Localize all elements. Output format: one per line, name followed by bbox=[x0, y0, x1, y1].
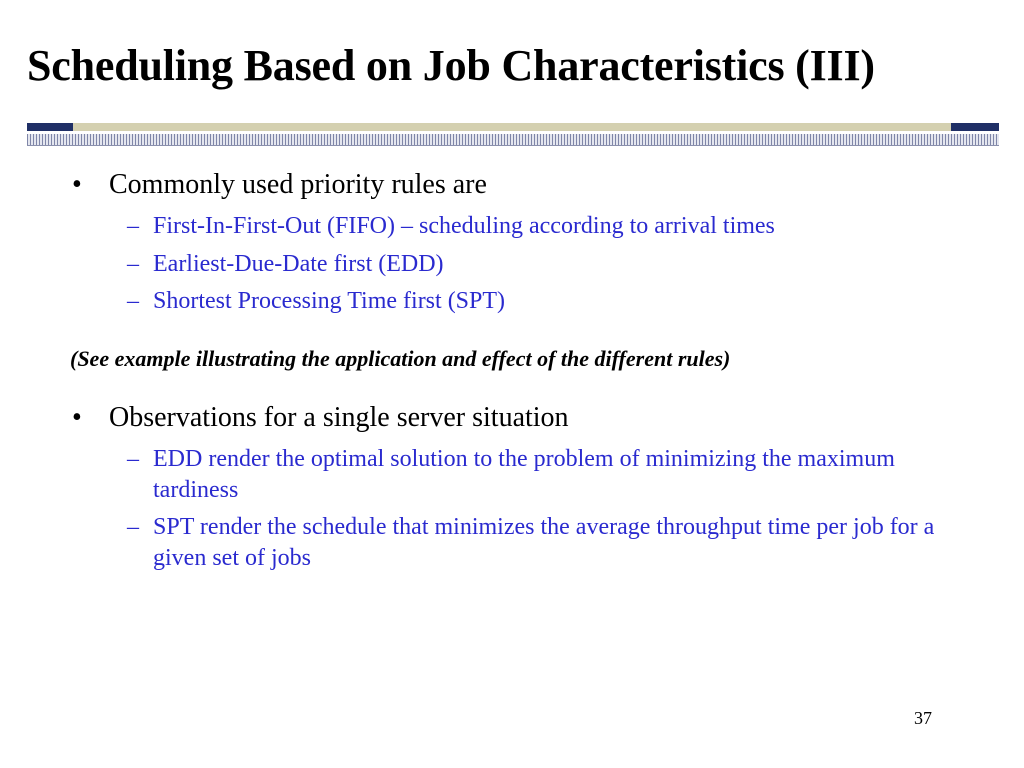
page-number: 37 bbox=[914, 708, 932, 728]
sub-item-dash: – bbox=[127, 251, 139, 277]
sub-item-dash: – bbox=[127, 213, 139, 239]
bullet-dot: • bbox=[72, 402, 82, 433]
sub-item-text: Earliest-Due-Date first (EDD) bbox=[153, 251, 444, 277]
sub-item-text: First-In-First-Out (FIFO) – scheduling according to arrival times bbox=[153, 213, 775, 239]
sub-item-edd-observation bbox=[127, 444, 943, 506]
title-divider-band bbox=[27, 123, 999, 131]
sub-item-fifo bbox=[127, 211, 943, 242]
sub-item-text: EDD render the optimal solution to the problem of minimizing the maximum tardiness bbox=[153, 446, 895, 503]
sub-item-dash: – bbox=[127, 288, 139, 314]
sub-item-text: Shortest Processing Time first (SPT) bbox=[153, 288, 506, 314]
sub-item-dash: – bbox=[127, 514, 139, 540]
sub-item-dash: – bbox=[127, 446, 139, 472]
bullet-text: Observations for a single server situation bbox=[109, 402, 569, 433]
divider-hatch bbox=[27, 134, 999, 145]
sub-item-spt bbox=[127, 286, 943, 317]
sub-item-text: SPT render the schedule that minimizes the average throughput time per job for a given set of jobs bbox=[153, 514, 935, 571]
divider-hatch-line bbox=[27, 145, 999, 146]
bullet-text: Commonly used priority rules are bbox=[109, 169, 487, 200]
sub-item-edd bbox=[127, 249, 943, 280]
slide-title: Scheduling Based on Job Characteristics (III) bbox=[27, 41, 875, 90]
example-note: (See example illustrating the application and effect of the different rules) bbox=[70, 346, 731, 371]
divider-right-cap bbox=[951, 123, 999, 131]
divider-left-cap bbox=[27, 123, 73, 131]
sub-item-spt-observation bbox=[127, 512, 943, 574]
bullet-dot: • bbox=[72, 169, 82, 200]
